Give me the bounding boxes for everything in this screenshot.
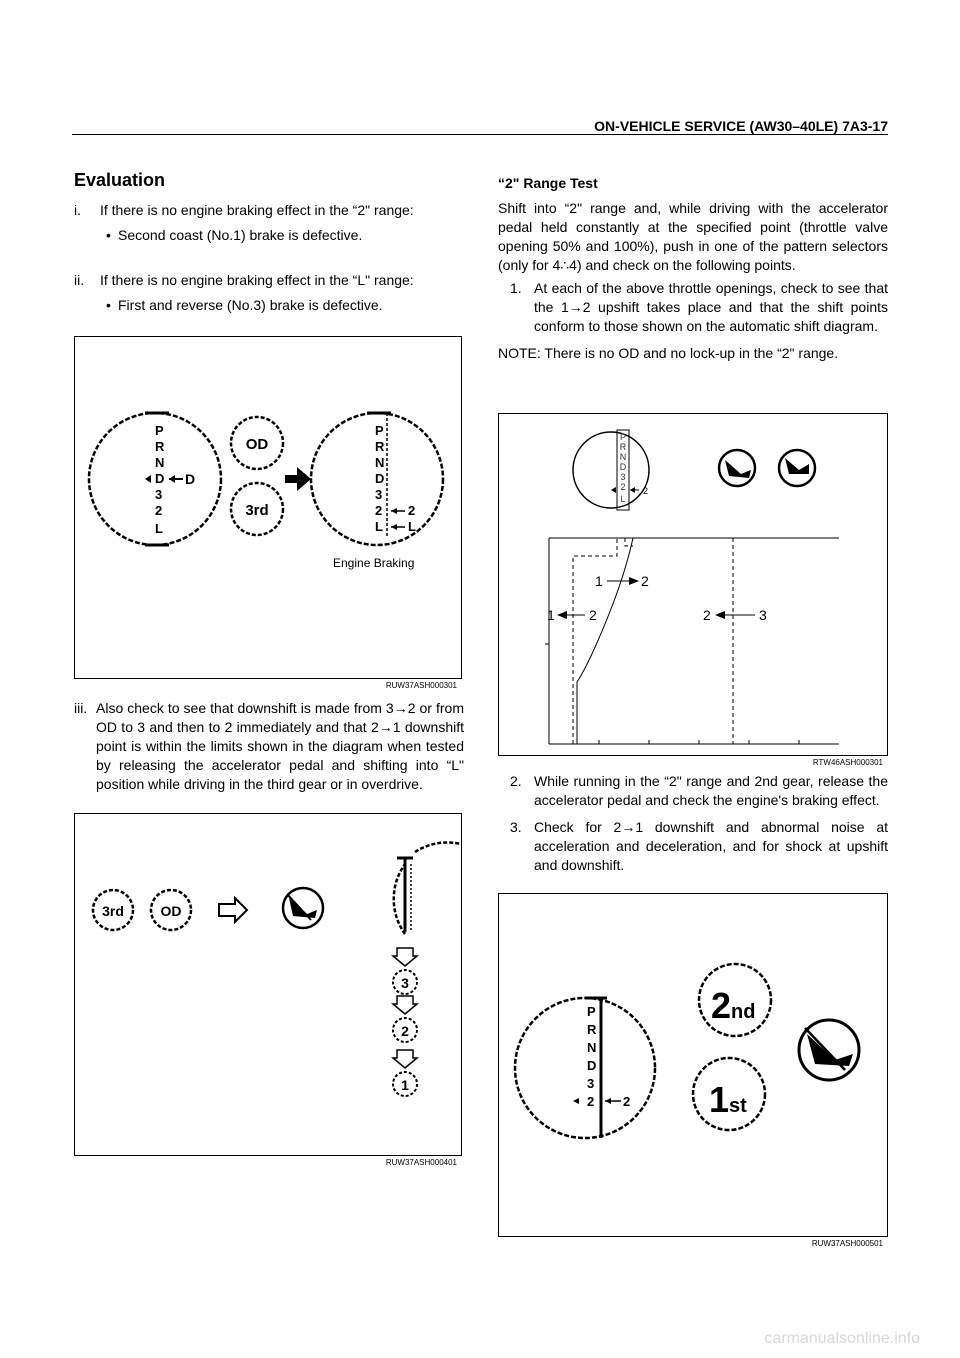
sequence-gear: 1	[401, 1077, 409, 1093]
gate-letter: L	[155, 521, 163, 536]
item-ii-number: ii.	[74, 272, 85, 288]
sequence-gear: 2	[401, 1023, 409, 1039]
label-2: 2	[408, 503, 416, 518]
svg-text:R: R	[619, 442, 627, 452]
svg-text:3: 3	[759, 607, 767, 623]
gate-letter: N	[155, 455, 165, 470]
down-arrow-icon	[393, 948, 417, 966]
steps-2-3	[510, 772, 888, 875]
gate-letter: R	[155, 439, 165, 454]
svg-text:2: 2	[641, 573, 649, 589]
third-label: 3rd	[245, 502, 269, 519]
step-3	[510, 818, 888, 875]
figure-code: RUW37ASH000401	[385, 1158, 457, 1167]
gate-letter: 3	[587, 1076, 595, 1091]
left-column	[74, 170, 464, 315]
step-3-text: Check for 2→1 downshift and abnormal noise at acceleration and deceleration, and for shock at upshift and downshift.	[534, 819, 888, 873]
watermark: carmanualsonline.info	[764, 1330, 920, 1347]
downshift-2-1-curve	[573, 538, 617, 744]
step-3-number: 3.	[510, 819, 522, 835]
bullet-symbol: •	[106, 297, 111, 313]
step-1	[510, 279, 888, 336]
svg-text:L: L	[620, 494, 626, 504]
gate-pointer-icon	[611, 487, 616, 493]
downshift-sequence	[393, 948, 417, 1096]
step-2	[510, 772, 888, 810]
svg-text:2: 2	[703, 607, 711, 623]
svg-text:2: 2	[589, 607, 597, 623]
outline-arrow-icon	[219, 898, 247, 922]
svg-text:D: D	[619, 462, 627, 472]
engine-braking-diagram	[75, 337, 461, 678]
page-header	[72, 118, 888, 135]
gate-letter: L	[375, 519, 383, 534]
figure-code: RUW37ASH000501	[811, 1239, 883, 1248]
gate-letter: D	[587, 1058, 597, 1073]
gate-pointer-icon	[573, 1098, 579, 1104]
third-gear-label: 3rd	[102, 903, 124, 919]
gate-letter: R	[375, 439, 385, 454]
evaluation-item-i	[74, 201, 464, 220]
figure-code: RTW46ASH000301	[812, 758, 883, 767]
figure-shift-diagram	[498, 413, 888, 767]
upshift-1-2-curve	[577, 538, 633, 744]
gate-letter: 2	[375, 503, 383, 518]
right-column	[498, 174, 888, 363]
item-ii-text: If there is no engine braking effect in the “L" range:	[100, 272, 414, 288]
right-arrow-icon	[285, 467, 311, 491]
shift-gate-arc	[394, 864, 405, 934]
sequence-gear: 3	[401, 975, 409, 991]
first-gear-label: 1st	[709, 1079, 747, 1120]
gate-letter: P	[587, 1004, 596, 1019]
step-1-text: At each of the above throttle openings, check to see that the 1→2 upshift takes place and that the shift points conform to those shown on the automatic shift diagram.	[534, 280, 888, 334]
item-i-text: If there is no engine braking effect in the “2" range:	[100, 202, 414, 218]
item-iii-number: iii.	[74, 700, 88, 716]
note-text: NOTE: There is no OD and no lock-up in the “2" range.	[498, 345, 839, 361]
gate-arrow-label: 2	[623, 1094, 631, 1109]
left-arrow-icon	[391, 524, 397, 530]
item-ii-bullet	[74, 296, 464, 315]
shift-gate-circle	[515, 998, 655, 1138]
second-first-diagram	[499, 894, 887, 1236]
step-1-number: 1.	[510, 280, 522, 296]
svg-text:N: N	[619, 452, 627, 462]
svg-text:2: 2	[620, 482, 626, 492]
gate-letter: 3	[155, 487, 163, 502]
down-arrow-icon	[393, 1050, 417, 1068]
item-i-bullet	[74, 226, 464, 245]
gate-letter: R	[587, 1022, 597, 1037]
svg-text:1: 1	[595, 573, 603, 589]
step-2-text: While running in the “2" range and 2nd gear, release the accelerator pedal and check the engine's braking effect.	[534, 773, 888, 808]
engine-braking-caption: Engine Braking	[333, 556, 415, 570]
arrow-label: D	[185, 471, 196, 487]
gate-letter: P	[155, 423, 164, 438]
svg-text:1: 1	[547, 607, 555, 623]
label-l: L	[408, 519, 416, 534]
range-test-heading: “2" Range Test	[498, 175, 598, 191]
gate-letter: D	[155, 471, 165, 486]
accelerator-pedal-icon	[779, 450, 815, 486]
downshift-diagram	[75, 814, 461, 1155]
second-gear-label: 2nd	[711, 985, 756, 1026]
gate-letter: P	[375, 423, 384, 438]
item-i-number: i.	[74, 202, 81, 218]
figure-2nd-1st-braking	[498, 893, 888, 1248]
gate-letter: 2	[587, 1094, 595, 1109]
bullet-symbol: •	[106, 227, 111, 243]
left-arrow-icon	[391, 508, 397, 514]
item-i-bullet-text: Second coast (No.1) brake is defective.	[118, 227, 363, 243]
down-arrow-icon	[393, 996, 417, 1014]
evaluation-item-iii	[74, 699, 464, 794]
gate-letter: 2	[155, 503, 163, 518]
gate-letter: N	[375, 455, 385, 470]
range-test-intro: Shift into “2" range and, while driving with the accelerator pedal held constantly at the specified point (throttle valve opening 50% and 100%), push in one of the pattern selectors (only for 4∴4) and check on the following points.	[498, 200, 888, 273]
gate-pointer-icon	[145, 475, 151, 483]
second-gear-circle	[699, 964, 771, 1036]
item-iii-text: Also check to see that downshift is made from 3→2 or from OD to 3 and then to 2 immediately and that 2→1 downshift point is within the limits shown in the diagram when tested by releasing the accelerator pedal and shifting into “L" position while driving in the third gear or in overdrive.	[96, 700, 464, 792]
svg-text:P: P	[619, 432, 627, 442]
od-label: OD	[160, 903, 182, 919]
page-header-title: ON-VEHICLE SERVICE (AW30–40LE) 7A3-17	[594, 118, 888, 134]
gate-letter: D	[375, 471, 385, 486]
figure-engine-braking	[74, 336, 462, 690]
step-2-number: 2.	[510, 773, 522, 789]
accelerator-pedal-icon	[719, 450, 755, 486]
od-label: OD	[245, 436, 269, 453]
figure-code: RUW37ASH000301	[385, 681, 457, 690]
left-arrow-icon	[605, 1098, 611, 1104]
item-ii-bullet-text: First and reverse (No.3) brake is defective.	[118, 297, 383, 313]
svg-text:3: 3	[620, 472, 626, 482]
evaluation-item-ii	[74, 271, 464, 290]
figure-downshift-sequence	[74, 813, 462, 1167]
gate-letter: 3	[375, 487, 383, 502]
shift-diagram	[499, 414, 887, 755]
left-arrow-icon	[169, 475, 175, 483]
svg-text:2: 2	[643, 486, 649, 496]
shift-gate-circle	[573, 432, 649, 508]
accelerator-pedal-icon	[283, 888, 323, 928]
evaluation-heading: Evaluation	[74, 170, 166, 190]
gate-letter: N	[587, 1040, 597, 1055]
accelerator-pedal-icon	[799, 1020, 859, 1080]
